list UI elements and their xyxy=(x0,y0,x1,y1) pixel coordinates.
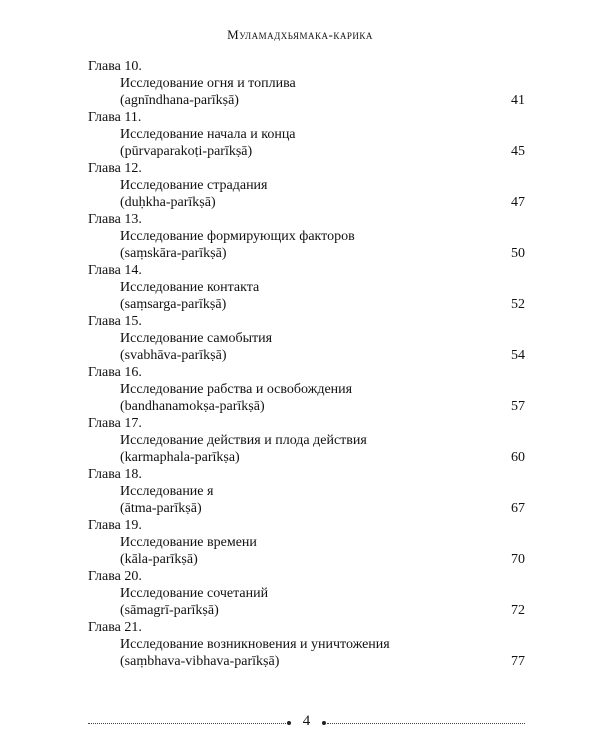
chapter-label: Глава 20. xyxy=(88,569,142,584)
chapter-title: Исследование времени xyxy=(120,535,257,550)
chapter-sanskrit: (saṃbhava-vibhava-parīkṣā) xyxy=(120,654,280,669)
chapter-sanskrit: (saṃskāra-parīkṣā) xyxy=(120,246,227,261)
chapter-sanskrit: (duḥkha-parīkṣā) xyxy=(120,195,216,210)
chapter-label: Глава 18. xyxy=(88,467,142,482)
chapter-sanskrit-line xyxy=(88,92,525,109)
chapter-page-number: 54 xyxy=(511,348,525,363)
chapter-title: Исследование я xyxy=(120,484,214,499)
chapter-page-number: 67 xyxy=(511,501,525,516)
chapter-sanskrit-line xyxy=(88,500,525,517)
footer-rule-right xyxy=(327,723,525,724)
chapter-sanskrit-line xyxy=(88,194,525,211)
chapter-label: Глава 13. xyxy=(88,212,142,227)
chapter-sanskrit-line xyxy=(88,143,525,160)
chapter-title: Исследование контакта xyxy=(120,280,260,295)
chapter-sanskrit: (karmaphala-parīkṣa) xyxy=(120,450,240,465)
chapter-title: Исследование начала и конца xyxy=(120,127,296,142)
chapter-page-number: 47 xyxy=(511,195,525,210)
toc-entry-chapter-17 xyxy=(88,415,525,466)
toc-entry-chapter-11 xyxy=(88,109,525,160)
chapter-page-number: 70 xyxy=(511,552,525,567)
running-title: Муламадхьямака-карика xyxy=(227,27,373,42)
chapter-sanskrit: (svabhāva-parīkṣā) xyxy=(120,348,227,363)
chapter-label: Глава 10. xyxy=(88,59,142,74)
chapter-label: Глава 14. xyxy=(88,263,142,278)
table-of-contents xyxy=(88,58,525,670)
chapter-sanskrit: (ātma-parīkṣā) xyxy=(120,501,202,516)
footer-dot-right xyxy=(322,721,326,725)
chapter-title: Исследование возникновения и уничтожения xyxy=(120,637,390,652)
chapter-label: Глава 12. xyxy=(88,161,142,176)
chapter-page-number: 72 xyxy=(511,603,525,618)
chapter-sanskrit: (agnīndhana-parīkṣā) xyxy=(120,93,239,108)
toc-entry-chapter-10 xyxy=(88,58,525,109)
chapter-sanskrit-line xyxy=(88,449,525,466)
chapter-label: Глава 11. xyxy=(88,110,142,125)
toc-entry-chapter-15 xyxy=(88,313,525,364)
chapter-label: Глава 15. xyxy=(88,314,142,329)
chapter-page-number: 57 xyxy=(511,399,525,414)
chapter-sanskrit: (sāmagrī-parīkṣā) xyxy=(120,603,219,618)
toc-entry-chapter-19 xyxy=(88,517,525,568)
chapter-sanskrit-line xyxy=(88,296,525,313)
chapter-sanskrit: (kāla-parīkṣā) xyxy=(120,552,198,567)
chapter-sanskrit-line xyxy=(88,347,525,364)
chapter-sanskrit-line xyxy=(88,602,525,619)
chapter-sanskrit-line xyxy=(88,398,525,415)
page-number: 4 xyxy=(302,713,311,729)
chapter-title: Исследование формирующих факторов xyxy=(120,229,355,244)
chapter-page-number: 41 xyxy=(511,93,525,108)
toc-entry-chapter-13 xyxy=(88,211,525,262)
chapter-label: Глава 19. xyxy=(88,518,142,533)
chapter-sanskrit-line xyxy=(88,653,525,670)
chapter-title: Исследование самобытия xyxy=(120,331,273,346)
chapter-sanskrit: (bandhanamokṣa-parīkṣā) xyxy=(120,399,265,414)
toc-entry-chapter-21 xyxy=(88,619,525,670)
chapter-title: Исследование огня и топлива xyxy=(120,76,296,91)
chapter-page-number: 50 xyxy=(511,246,525,261)
chapter-label: Глава 17. xyxy=(88,416,142,431)
chapter-page-number: 60 xyxy=(511,450,525,465)
toc-entry-chapter-18 xyxy=(88,466,525,517)
chapter-title: Исследование рабства и освобождения xyxy=(120,382,353,397)
chapter-sanskrit: (saṃsarga-parīkṣā) xyxy=(120,297,227,312)
chapter-label: Глава 21. xyxy=(88,620,142,635)
chapter-sanskrit: (pūrvaparakoṭi-parīkṣā) xyxy=(120,144,253,159)
toc-entry-chapter-16 xyxy=(88,364,525,415)
chapter-title: Исследование страдания xyxy=(120,178,268,193)
chapter-title: Исследование действия и плода действия xyxy=(120,433,367,448)
toc-entry-chapter-20 xyxy=(88,568,525,619)
chapter-sanskrit-line xyxy=(88,245,525,262)
chapter-page-number: 52 xyxy=(511,297,525,312)
toc-entry-chapter-12 xyxy=(88,160,525,211)
chapter-sanskrit-line xyxy=(88,551,525,568)
chapter-label: Глава 16. xyxy=(88,365,142,380)
chapter-page-number: 77 xyxy=(511,654,525,669)
chapter-title: Исследование сочетаний xyxy=(120,586,269,601)
toc-entry-chapter-14 xyxy=(88,262,525,313)
page-footer xyxy=(88,715,525,731)
chapter-page-number: 45 xyxy=(511,144,525,159)
